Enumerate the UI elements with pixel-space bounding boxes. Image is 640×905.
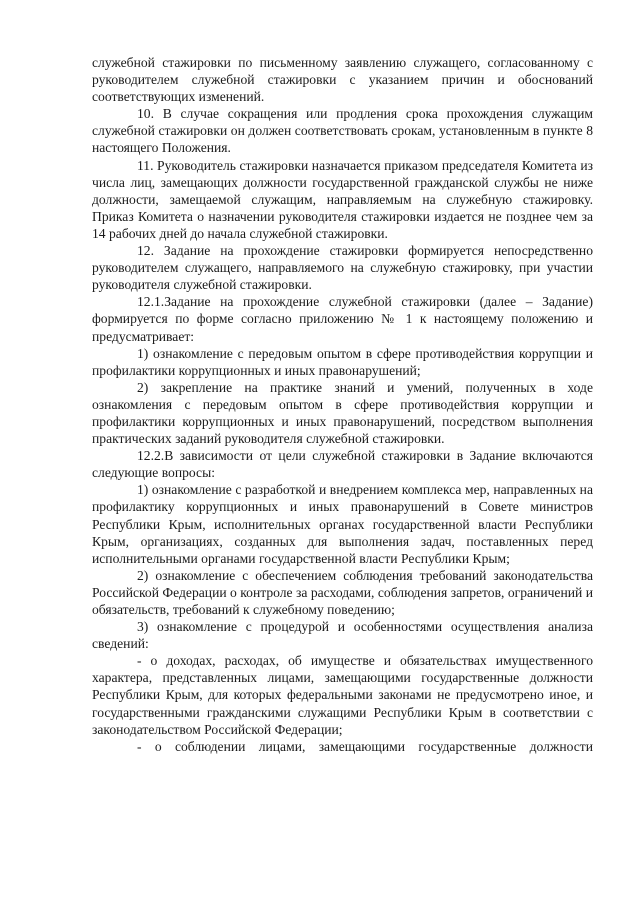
paragraph-12-2-item-2: 2) ознакомление с обеспечением соблюдения требований законодательства Российской Федерации о контроле за расходами, соблюдения запретов, ограничений и обязательств, требований к служебному поведению; [92, 567, 593, 617]
dash-item-compliance: - о соблюдении лицами, замещающими государственные должности [137, 738, 593, 754]
paragraph-12-1-item-1: 1) ознакомление с передовым опытом в сфере противодействия коррупции и профилактики коррупционных и иных правонарушений; [92, 345, 593, 378]
paragraph-12: 12. Задание на прохождение стажировки формируется непосредственно руководителем служащего, направляемого на служебную стажировку, при участии руководителя служебной стажировки. [92, 243, 593, 293]
paragraph-12-2: 12.2.В зависимости от цели служебной стажировки в Задание включаются следующие вопросы: [92, 448, 593, 481]
paragraph-11: 11. Руководитель стажировки назначается приказом председателя Комитета из числа лиц, замещающих должности государственной гражданской службы не ниже должности, замещаемой служащим, направляемым на служебную стажировку. Приказ Комитета о назначении руководителя стажировки издается не позднее чем за 14 рабочих дней до начала служебной стажировки. [92, 157, 593, 241]
dash-item-income-declarations: - о доходах, расходах, об имуществе и обязательствах имущественного характера, представленных лицами, замещающими государственные должности Республики Крым, для которых федеральными законами не предусмотрено иное, и государственными гражданскими служащими Республики Крым в соответствии с законодательством Российской Федерации; [92, 653, 593, 737]
paragraph-12-1-item-2: 2) закрепление на практике знаний и умений, полученных в ходе ознакомления с передовым опытом в сфере противодействия коррупции и профилактики коррупционных и иных правонарушений, посредством выполнения практических заданий руководителя служебной стажировки. [92, 379, 593, 447]
document-page [92, 54, 593, 755]
paragraph-continuation: служебной стажировки по письменному заявлению служащего, согласованному с руководителем служебной стажировки с указанием причин и обоснований соответствующих изменений. [92, 55, 593, 105]
paragraph-12-2-item-3: 3) ознакомление с процедурой и особенностями осуществления анализа сведений: [92, 619, 593, 652]
paragraph-12-2-item-1: 1) ознакомление с разработкой и внедрением комплекса мер, направленных на профилактику коррупционных и иных правонарушений в Совете министров Республики Крым, исполнительных органах государственной власти Республики Крым, организациях, созданных для выполнения задач, поставленных перед исполнительными органами государственной власти Республики Крым; [92, 482, 593, 566]
paragraph-12-1: 12.1.Задание на прохождение служебной стажировки (далее – Задание) формируется по форме согласно приложению № 1 к настоящему положению и предусматривает: [92, 294, 593, 344]
paragraph-10: 10. В случае сокращения или продления срока прохождения служащим служебной стажировки он должен соответствовать срокам, установленным в пункте 8 настоящего Положения. [92, 106, 593, 156]
